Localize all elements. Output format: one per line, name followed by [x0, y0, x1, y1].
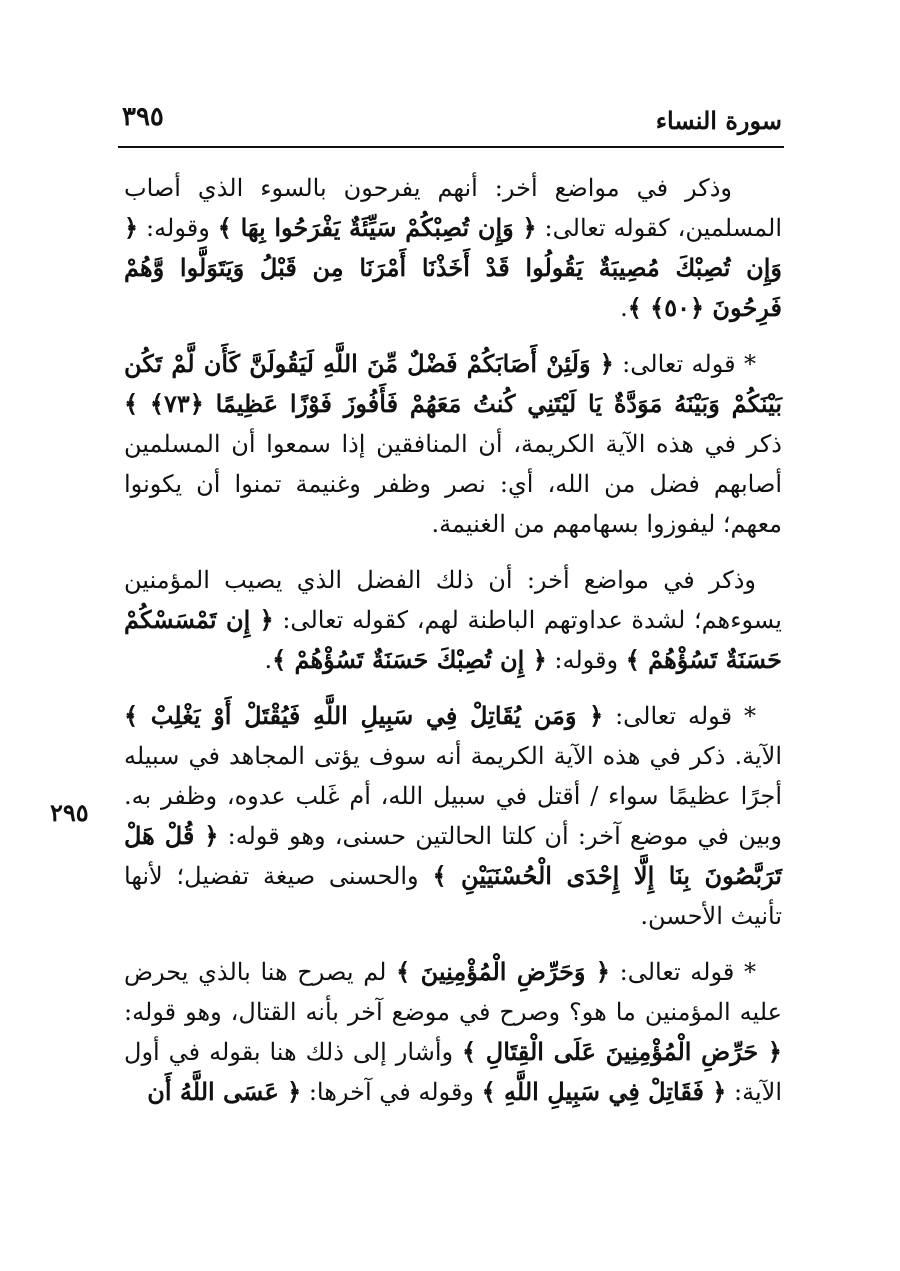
commentary-text: وقوله: [546, 646, 626, 674]
commentary-text: ذكر في هذه الآية الكريمة، أن المنافقين إذا سمعوا أن المسلمين أصابهم فضل من الله، أي: نصر وظفر وغنيمة تمنوا أن يكونوا معهم؛ ليفوزوا بسهامهم من الغنيمة. [124, 430, 782, 538]
commentary-text: وأشار إلى ذلك هنا بقوله في أول الآية: [124, 1038, 782, 1106]
paragraph [124, 696, 782, 936]
margin-page-reference: ٢٩٥ [50, 798, 89, 827]
commentary-text: . [620, 294, 628, 322]
commentary-text: * قوله تعالى: [609, 958, 756, 986]
commentary-text: * قوله تعالى: [613, 350, 756, 378]
surah-title: سورة النساء [655, 106, 782, 135]
quran-verse-quote: ﴿ عَسَى اللَّهُ أَن [147, 1077, 302, 1106]
commentary-text: الآية. ذكر في هذه الآية الكريمة أنه سوف يؤتى المجاهد في سبيله أجرًا عظيمًا سواء / أقتل في سبيل الله، أم غَلب عدوه، وظفر به. وبين في موضع آخر: أن كلتا الحالتين حسنى، وهو قوله: [124, 742, 782, 850]
quran-verse-quote: ﴿ وَإِن تُصِبْكَ مُصِيبَةٌ يَقُولُوا قَدْ أَخَذْنَا أَمْرَنَا مِن قَبْلُ وَيَتَوَلَّوا وَّهُمْ فَرِحُونَ ﴿٥٠﴾ ﴾ [124, 213, 782, 322]
commentary-text: وذكر في مواضع أخر: أن ذلك الفضل الذي يصيب المؤمنين يسوءهم؛ لشدة عداوتهم الباطنة لهم، كقوله تعالى: [124, 566, 782, 634]
commentary-text: * قوله تعالى: [603, 702, 756, 730]
page-number: ٣٩٥ [122, 102, 164, 132]
quran-verse-quote: ﴿ وَحَرِّضِ الْمُؤْمِنِينَ ﴾ [396, 957, 610, 986]
paragraph [124, 168, 782, 328]
commentary-text: . [264, 646, 273, 674]
quran-verse-quote: ﴿ فَقَاتِلْ فِي سَبِيلِ اللَّهِ ﴾ [481, 1077, 727, 1106]
quran-verse-quote: ﴿ وَإِن تُصِبْكُمْ سَيِّئَةٌ يَفْرَحُوا بِهَا ﴾ [217, 213, 537, 242]
quran-verse-quote: ﴿ إِن تُصِبْكَ حَسَنَةٌ تَسُؤْهُمْ ﴾ [272, 645, 547, 674]
commentary-text: وقوله في آخرها: [301, 1078, 482, 1106]
paragraph [124, 952, 782, 1112]
commentary-text: لم يصرح هنا بالذي يحرض عليه المؤمنين ما هو؟ وصرح في موضع آخر بأنه القتال، وهو قوله: [124, 958, 782, 1026]
header-divider [118, 146, 784, 148]
paragraph [124, 344, 782, 544]
commentary-text: وقوله: [138, 214, 218, 242]
commentary-text: والحسنى صيغة تفضيل؛ لأنها تأنيث الأحسن. [124, 862, 782, 930]
page-header [118, 96, 784, 146]
quran-verse-quote: ﴿ قُلْ هَلْ تَرَبَّصُونَ بِنَا إِلَّا إِحْدَى الْحُسْنَيَيْنِ ﴾ [124, 821, 782, 890]
quran-verse-quote: ﴿ وَلَئِنْ أَصَابَكُمْ فَضْلٌ مِّنَ اللَّهِ لَيَقُولَنَّ كَأَن لَّمْ تَكُن بَيْنَكُمْ وَبَيْنَهُ مَوَدَّةٌ يَا لَيْتَنِي كُنتُ مَعَهُمْ فَأَفُوزَ فَوْزًا عَظِيمًا ﴿٧٣﴾ ﴾ [124, 349, 783, 418]
quran-verse-quote: ﴿ حَرِّضِ الْمُؤْمِنِينَ عَلَى الْقِتَالِ ﴾ [462, 1037, 782, 1066]
quran-verse-quote: ﴿ وَمَن يُقَاتِلْ فِي سَبِيلِ اللَّهِ فَيُقْتَلْ أَوْ يَغْلِبْ ﴾ [124, 701, 604, 730]
quran-verse-quote: ﴿ إِن تَمْسَسْكُمْ حَسَنَةٌ تَسُؤْهُمْ ﴾ [124, 605, 782, 674]
paragraph [124, 560, 782, 680]
page-body [124, 168, 782, 1128]
commentary-text: وذكر في مواضع أخر: أنهم يفرحون بالسوء الذي أصاب المسلمين، كقوله تعالى: [124, 174, 782, 242]
